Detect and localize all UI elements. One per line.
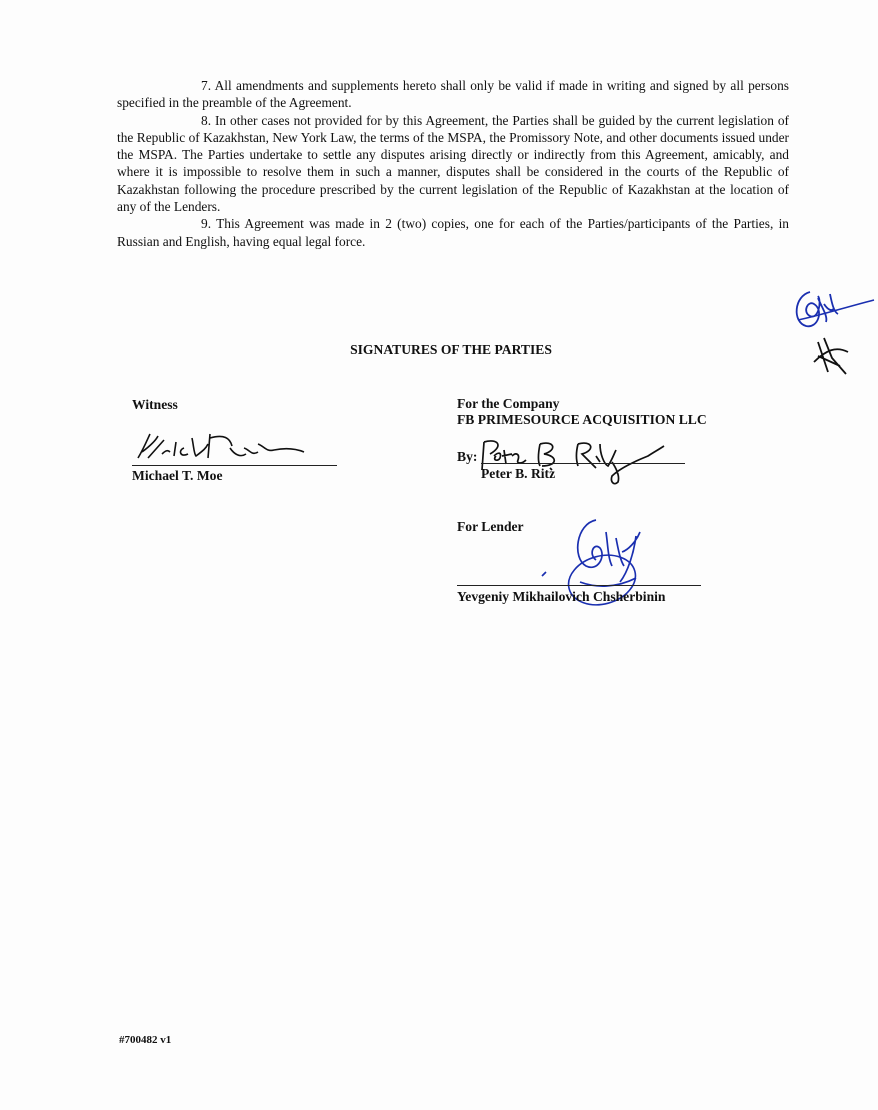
clause-9 [117,215,789,250]
witness-signature [134,428,314,466]
company-label: For the Company [457,396,560,411]
company-signature-line [481,463,685,464]
lender-signature-line [457,585,701,586]
company-by-label: By: [457,449,478,464]
clause-text: All amendments and supplements hereto shall only be valid if made in writing and signed by all persons specified in the preamble of the Agreement. [117,78,790,111]
clause-text: In other cases not provided for by this Agreement, the Parties shall be guided by the current legislation of the Republic of Kazakhstan, New York Law, the terms of the MSPA, the Promissory Note, and other documents issued under the MSPA. The Parties undertake to settle any disputes arising directly or indirectly from this Agreement, amicably, and where it is impossible to resolve them in such a manner, disputes shall be considered in the courts of the Republic of Kazakhstan following the procedure prescribed by the current legislation of the Republic of Kazakhstan at the location of any of the Lenders. [117,112,789,215]
agreement-clauses [117,77,789,250]
witness-signature-line [132,465,337,466]
company-entity: FB PRIMESOURCE ACQUISITION LLC [457,412,707,427]
clause-text: This Agreement was made in 2 (two) copies, one for each of the Parties/participants of the Parties, in Russian and English, having equal legal force. [117,216,789,249]
lender-label: For Lender [457,519,524,534]
clause-number: 8. [201,112,212,128]
witness-label: Witness [132,397,178,412]
clause-number: 9. [201,216,212,232]
witness-name: Michael T. Moe [132,468,223,483]
signatures-heading: SIGNATURES OF THE PARTIES [350,342,552,357]
clause-7 [117,77,789,112]
margin-initials-signature [788,282,878,382]
clause-8 [117,112,789,216]
clause-number: 7. [201,78,212,93]
company-signer-name: Peter B. Ritz [481,466,556,481]
document-id: #700482 v1 [119,1034,172,1046]
lender-name: Yevgeniy Mikhailovich Chsherbinin [457,589,666,604]
